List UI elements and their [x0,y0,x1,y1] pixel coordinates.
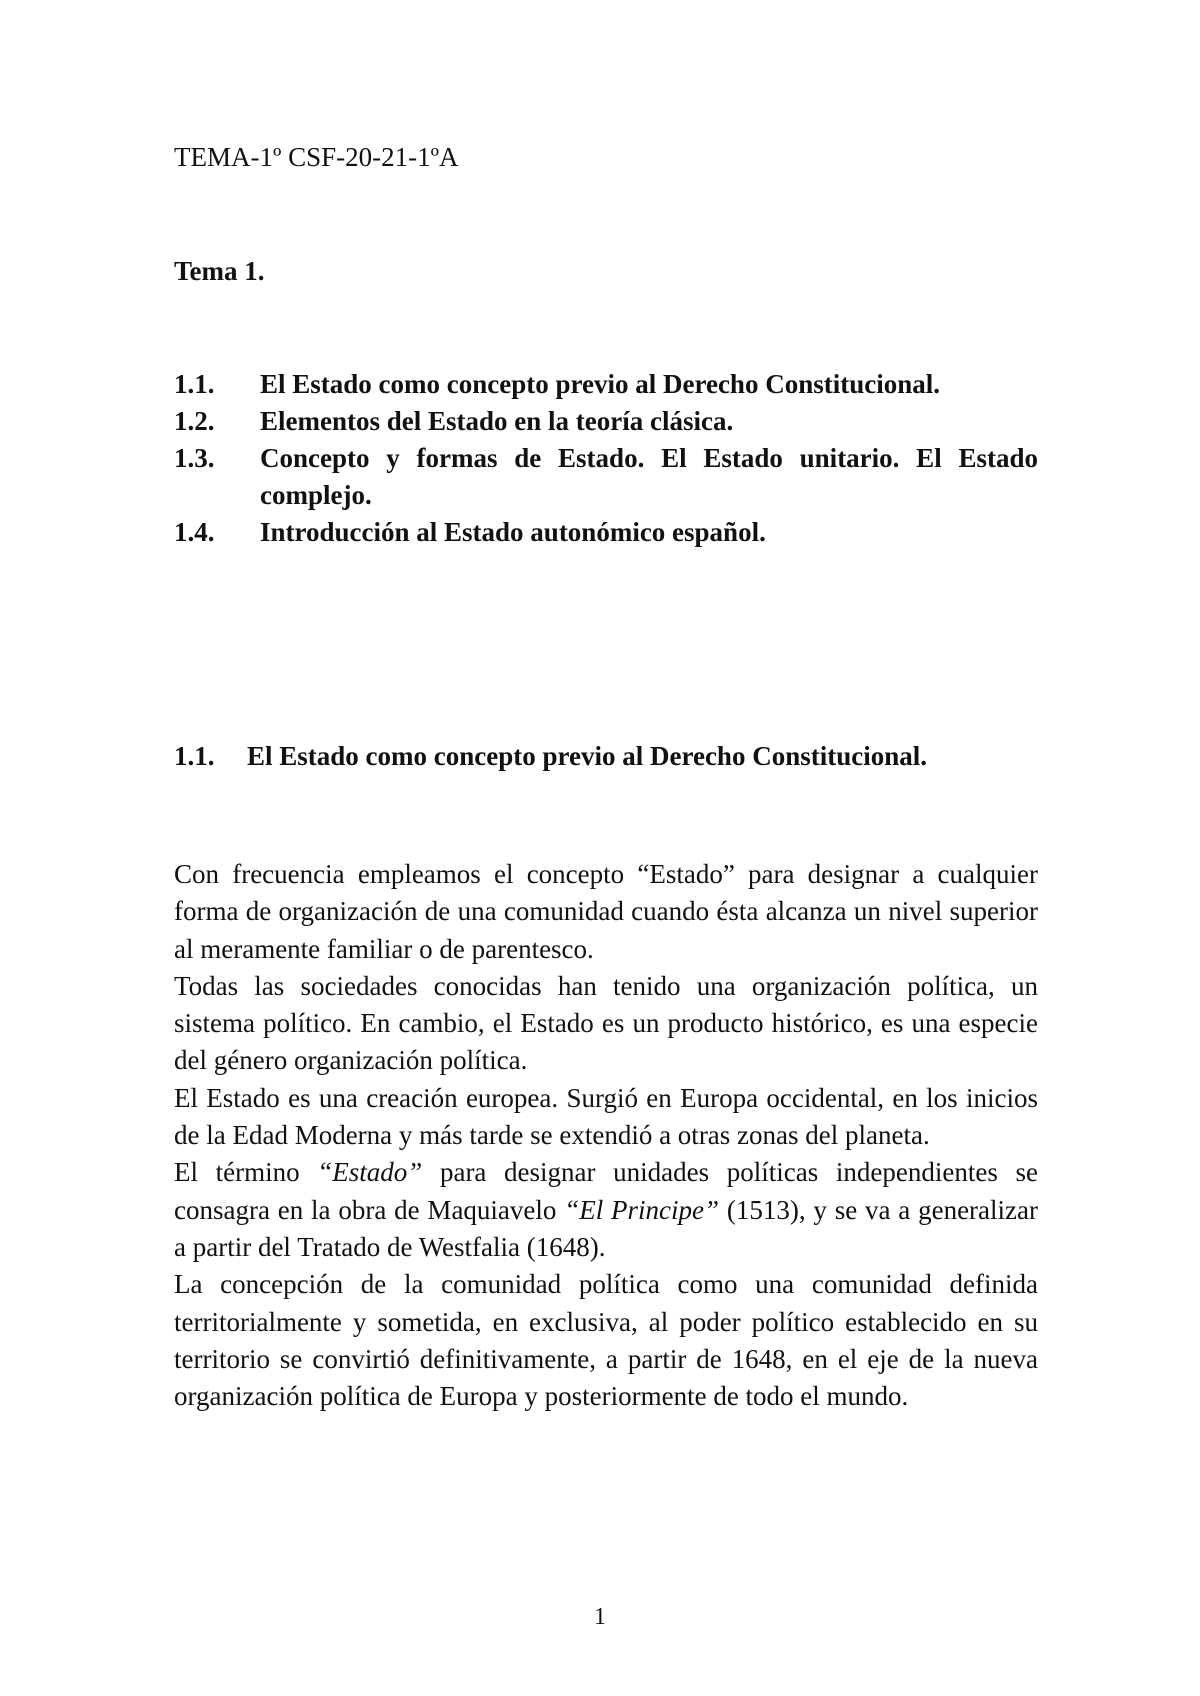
toc-item [174,440,1038,514]
toc-item-number: 1.4. [174,517,215,547]
paragraph-text: El término [174,1157,318,1188]
toc-item-number: 1.2. [174,406,215,436]
page-title: Tema 1. [174,256,265,286]
section-body [174,856,1038,1415]
book-title: “El Principe” [564,1194,720,1225]
toc-item-text: Elementos del Estado en la teoría clásica. [260,406,734,436]
toc-item [174,366,1038,403]
toc-item [174,403,1038,440]
toc-item-text: Concepto y formas de Estado. El Estado unitario. El Estado complejo. [260,443,1038,510]
table-of-contents [174,366,1038,551]
paragraph: Con frecuencia empleamos el concepto “Estado” para designar a cualquier forma de organización de una comunidad cuando ésta alcanza un nivel superior al meramente familiar o de parentesco. [174,859,1038,964]
toc-item-text: El Estado como concepto previo al Derecho Constitucional. [260,369,940,399]
page-number: 1 [594,1604,606,1630]
course-code: TEMA-1º CSF-20-21-1ºA [174,142,459,172]
toc-item [174,514,1038,551]
paragraph: El Estado es una creación europea. Surgió en Europa occidental, en los inicios de la Edad Moderna y más tarde se extendió a otras zonas del planeta. [174,1082,1038,1151]
paragraph [174,1154,1038,1266]
toc-item-number: 1.1. [174,369,215,399]
section-heading [174,741,1038,772]
paragraph-text: (1513), y se va a generalizar a partir del Tratado de Westfalia (1648). [174,1194,1038,1262]
paragraph-text: para designar unidades políticas independientes se consagra en la obra de Maquiavelo [174,1157,1038,1225]
section-number: 1.1. [174,741,215,771]
paragraph: La concepción de la comunidad política como una comunidad definida territorialmente y sometida, en exclusiva, al poder político establecido en su territorio se convirtió definitivamente, a partir de 1648, en el eje de la nueva organización política de Europa y posteriormente de todo el mundo. [174,1269,1038,1412]
toc-item-number: 1.3. [174,443,215,473]
toc-item-text: Introducción al Estado autonómico español. [260,517,766,547]
section-title: El Estado como concepto previo al Derecho Constitucional. [247,741,927,771]
paragraph: Todas las sociedades conocidas han tenido una organización política, un sistema político. En cambio, el Estado es un producto histórico, es una especie del género organización política. [174,970,1038,1076]
term-estado: “Estado” [317,1157,423,1188]
